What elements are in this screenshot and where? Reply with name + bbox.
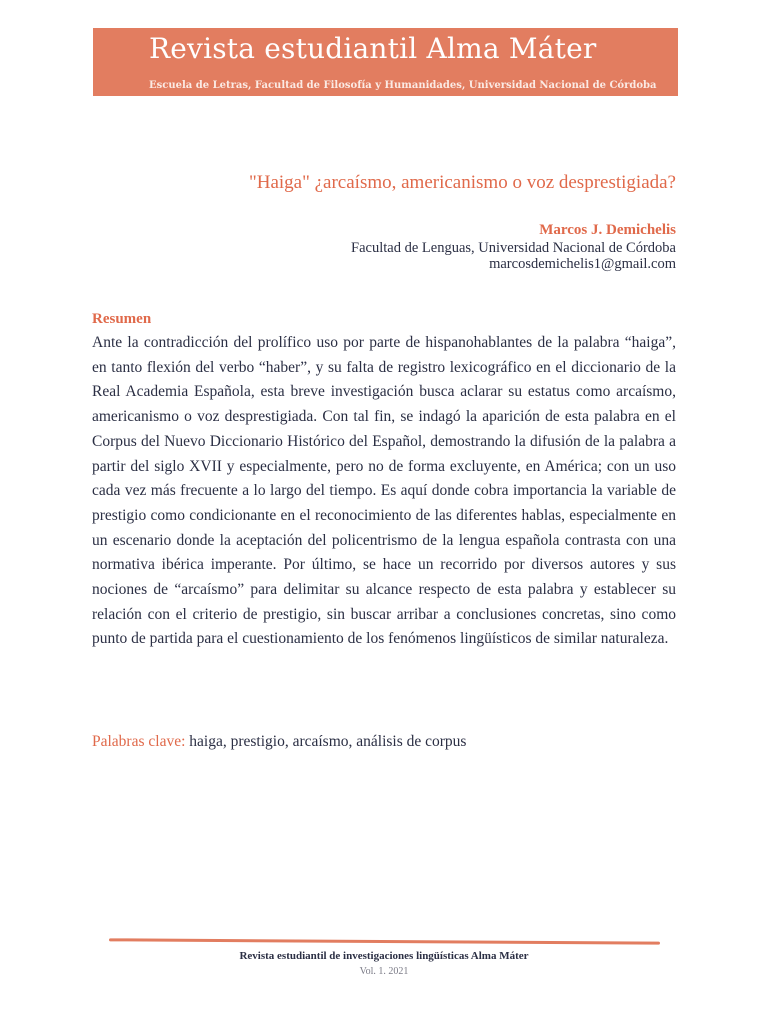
keywords-values: haiga, prestigio, arcaísmo, análisis de corpus: [189, 733, 467, 750]
author-name: Marcos J. Demichelis: [539, 222, 676, 238]
author-affiliation: Facultad de Lenguas, Universidad Nacional de Córdoba: [351, 240, 676, 256]
journal-title: Revista estudiantil Alma Máter: [149, 32, 597, 65]
journal-subtitle: Escuela de Letras, Facultad de Filosofía y Humanidades, Universidad Nacional de Córdoba: [149, 80, 657, 91]
footer-volume: Vol. 1. 2021: [359, 966, 409, 977]
footer-divider: [109, 938, 660, 944]
abstract-body: Ante la contradicción del prolífico uso por parte de hispanohablantes de la palabra “haiga”, en tanto flexión del verbo “haber”, y su falta de registro lexicográfico en el diccionario de la Real Academia Española, esta breve investigación busca aclarar su estatus como arcaísmo, americanismo o voz desprestigiada. Con tal fin, se indagó la aparición de esta palabra en el Corpus del Nuevo Diccionario Histórico del Español, demostrando la difusión de la palabra a partir del siglo XVII y especialmente, pero no de forma excluyente, en América; con un uso cada vez más frecuente a lo largo del tiempo. Es aquí donde cobra importancia la variable de prestigio como condicionante en el reconocimiento de las diferentes hablas, especialmente en un escenario donde la aceptación del policentrismo de la lengua española contrasta con una normativa ibérica imperante. Por último, se hace un recorrido por diversos autores y sus nociones de “arcaísmo” para delimitar su alcance respecto de esta palabra y establecer su relación con el criterio de prestigio, sin buscar arribar a conclusiones concretas, sino como punto de partida para el cuestionamiento de los fenómenos lingüísticos de similar naturaleza.: [92, 334, 676, 648]
keywords-line: [92, 733, 466, 751]
footer-journal: Revista estudiantil de investigaciones lingüísticas Alma Máter: [239, 950, 529, 962]
abstract-heading: Resumen: [92, 311, 152, 327]
article-title: "Haiga" ¿arcaísmo, americanismo o voz desprestigiada?: [248, 172, 676, 193]
journal-banner: [93, 28, 678, 96]
keywords-label: Palabras clave:: [92, 733, 186, 750]
author-email[interactable]: marcosdemichelis1@gmail.com: [489, 256, 676, 272]
